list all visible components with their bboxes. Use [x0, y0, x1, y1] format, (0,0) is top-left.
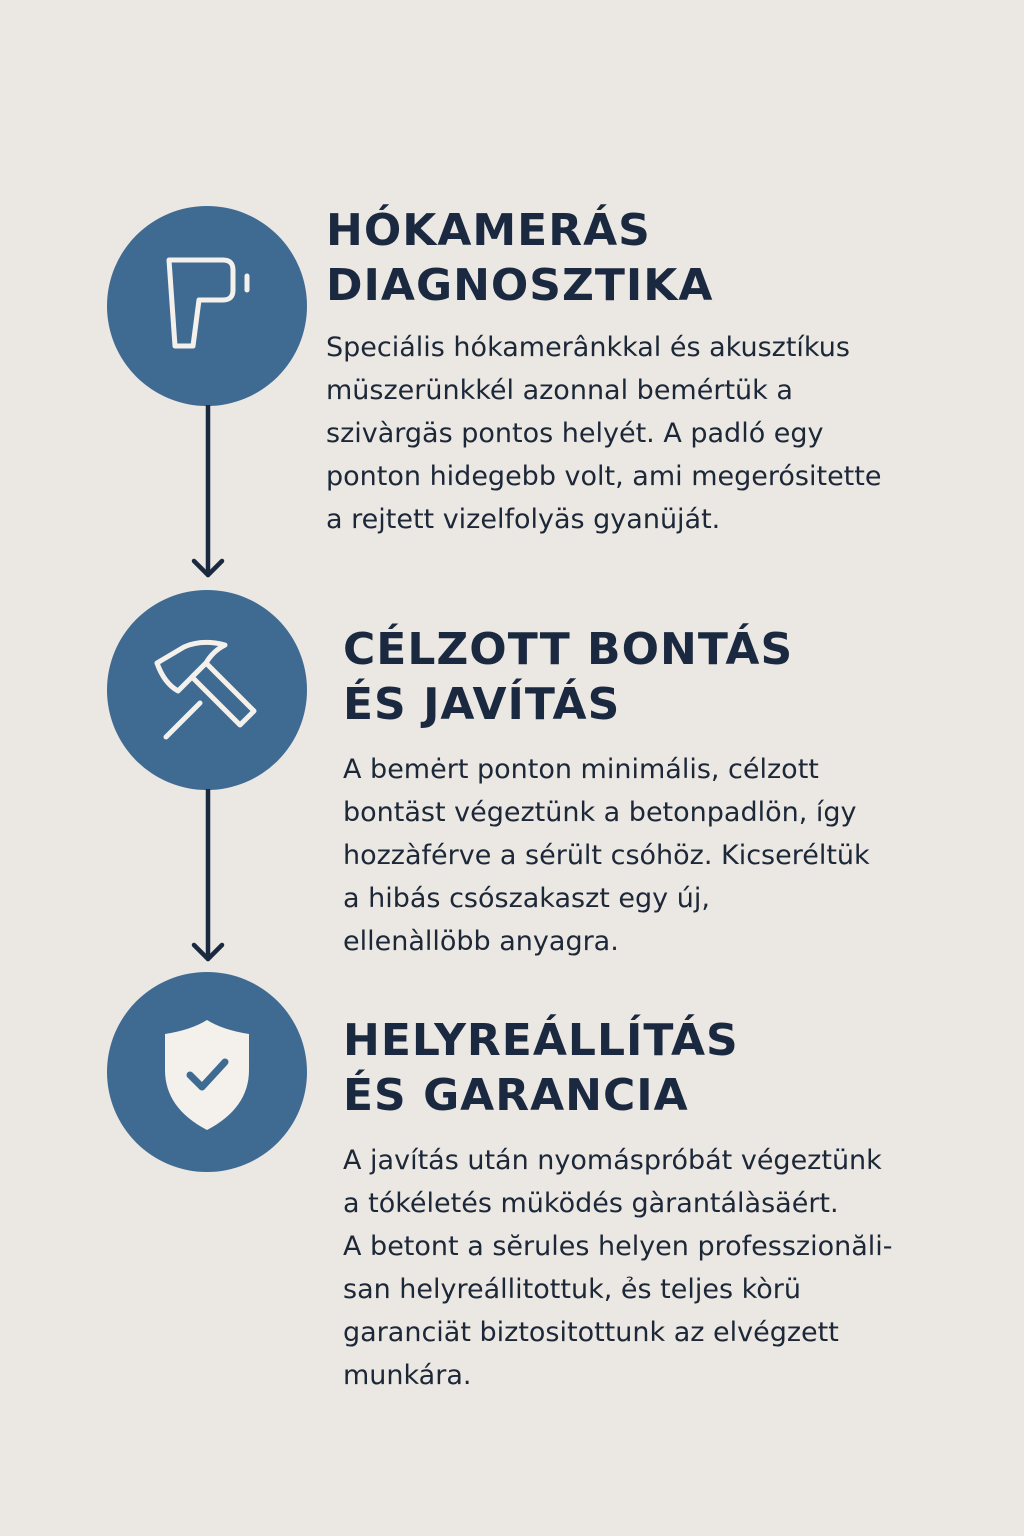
step-2-title: CÉLZOTT BONTÁS ÉS JAVÍTÁS: [343, 624, 794, 730]
step-3-title: HELYREÁLLÍTÁS ÉS GARANCIA: [343, 1015, 739, 1121]
step-1-description: Speciális hókamerânkkal és akusztíkus müszerünkkél azonnal bemértük a szivàrgäs pontos helyét. A padló egy ponton hidegebb volt, ami megerósitette a rejtett vizelfolyäs gyanüját.: [326, 332, 882, 535]
step-2-icon-circle: [107, 590, 307, 790]
step-3-icon-circle: [107, 972, 307, 1172]
step-3-description: A javítás után nyomáspróbát végeztünk a tókéletés müködés gàrantálàsäért. A betont a sĕrules helyen professzionăli- san helyreállitottuk, ẻs teljes kòrü garanciät biztositottunk az elvégzett munkára.: [343, 1145, 893, 1391]
hammer-icon: [142, 625, 272, 755]
step-1-icon-circle: [107, 206, 307, 406]
thermal-camera-icon: [147, 246, 267, 366]
connector-arrow-1: [190, 405, 226, 581]
step-1-title: HÓKAMERÁS DIAGNOSZTIKA: [326, 205, 714, 311]
step-2-description: A bemėrt ponton minimális, célzott bontäst végeztünk a betonpadlön, így hozzàférve a sérült csóhöz. Kicseréltük a hibás csószakaszt egy új, ellenàllöbb anyagra.: [343, 754, 870, 957]
connector-arrow-2: [190, 789, 226, 965]
shield-check-icon: [147, 1012, 267, 1132]
